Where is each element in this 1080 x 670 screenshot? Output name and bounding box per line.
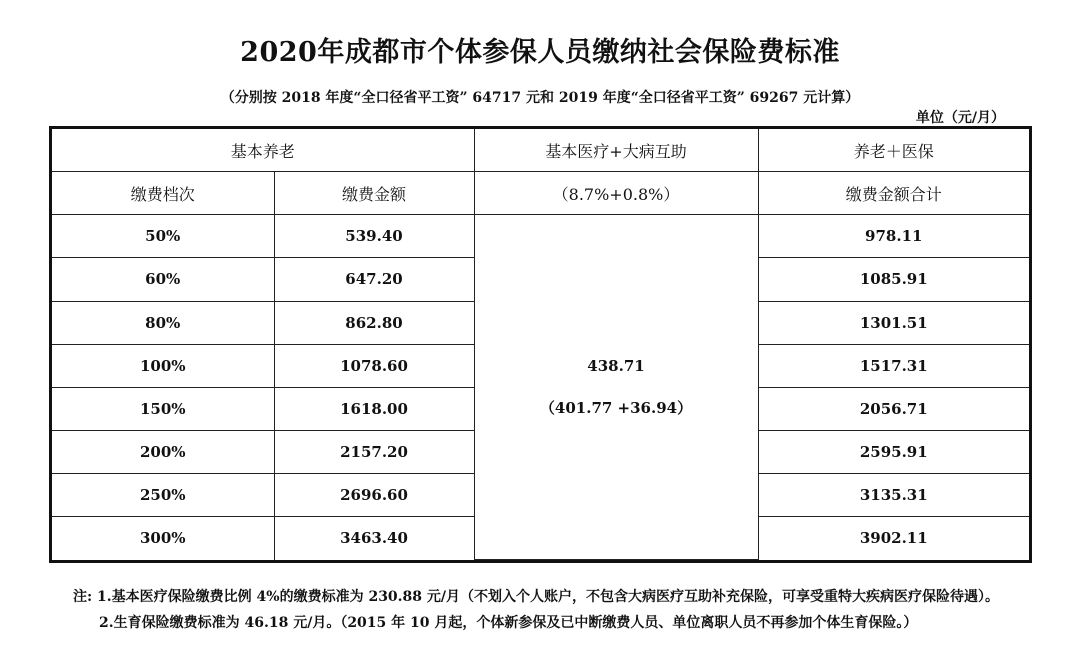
cell-medical bbox=[474, 215, 758, 560]
table-row bbox=[52, 215, 1029, 258]
cell-grade: 60% bbox=[52, 258, 274, 301]
cell-grade: 200% bbox=[52, 430, 274, 473]
cell-amount: 1618.00 bbox=[274, 387, 474, 430]
cell-total: 3902.11 bbox=[758, 517, 1029, 560]
medical-breakdown: （401.77 +36.94） bbox=[539, 399, 693, 418]
cell-total: 1517.31 bbox=[758, 344, 1029, 387]
cell-amount: 2157.20 bbox=[274, 430, 474, 473]
cell-amount: 539.40 bbox=[274, 215, 474, 258]
page-subtitle: （分别按 2018 年度“全口径省平工资” 64717 元和 2019 年度“全口径省平工资” 69267 元计算） bbox=[220, 90, 860, 106]
page-title: 2020年成都市个体参保人员缴纳社会保险费标准 bbox=[240, 37, 840, 68]
header-medical-rate: （8.7%+0.8%） bbox=[474, 172, 758, 215]
cell-grade: 150% bbox=[52, 387, 274, 430]
unit-label: 单位（元/月） bbox=[915, 110, 1005, 126]
header-pension: 基本养老 bbox=[52, 129, 474, 172]
cell-grade: 300% bbox=[52, 517, 274, 560]
header-amount: 缴费金额 bbox=[274, 172, 474, 215]
cell-amount: 2696.60 bbox=[274, 474, 474, 517]
note-1: 注: 1.基本医疗保险缴费比例 4%的缴费标准为 230.88 元/月（不划入个人账户，不包含大病医疗互助补充保险，可享受重特大疾病医疗保险待遇）。 bbox=[73, 589, 1000, 605]
cell-total: 2056.71 bbox=[758, 387, 1029, 430]
cell-total: 978.11 bbox=[758, 215, 1029, 258]
header-grade: 缴费档次 bbox=[52, 172, 274, 215]
fee-table bbox=[52, 129, 1029, 560]
cell-amount: 3463.40 bbox=[274, 517, 474, 560]
cell-grade: 80% bbox=[52, 301, 274, 344]
medical-value: 438.71 bbox=[587, 357, 645, 376]
cell-total: 1301.51 bbox=[758, 301, 1029, 344]
cell-amount: 862.80 bbox=[274, 301, 474, 344]
cell-grade: 250% bbox=[52, 474, 274, 517]
cell-grade: 100% bbox=[52, 344, 274, 387]
notes bbox=[73, 584, 1023, 636]
cell-total: 1085.91 bbox=[758, 258, 1029, 301]
cell-grade: 50% bbox=[52, 215, 274, 258]
fee-table-frame bbox=[49, 126, 1032, 563]
cell-total: 3135.31 bbox=[758, 474, 1029, 517]
header-medical: 基本医疗+大病互助 bbox=[474, 129, 758, 172]
cell-amount: 647.20 bbox=[274, 258, 474, 301]
header-total-sub: 缴费金额合计 bbox=[758, 172, 1029, 215]
cell-amount: 1078.60 bbox=[274, 344, 474, 387]
note-2: 2.生育保险缴费标准为 46.18 元/月。（2015 年 10 月起，个体新参保及已中断缴费人员、单位离职人员不再参加个体生育保险。） bbox=[99, 615, 918, 631]
header-total: 养老＋医保 bbox=[758, 129, 1029, 172]
cell-total: 2595.91 bbox=[758, 430, 1029, 473]
